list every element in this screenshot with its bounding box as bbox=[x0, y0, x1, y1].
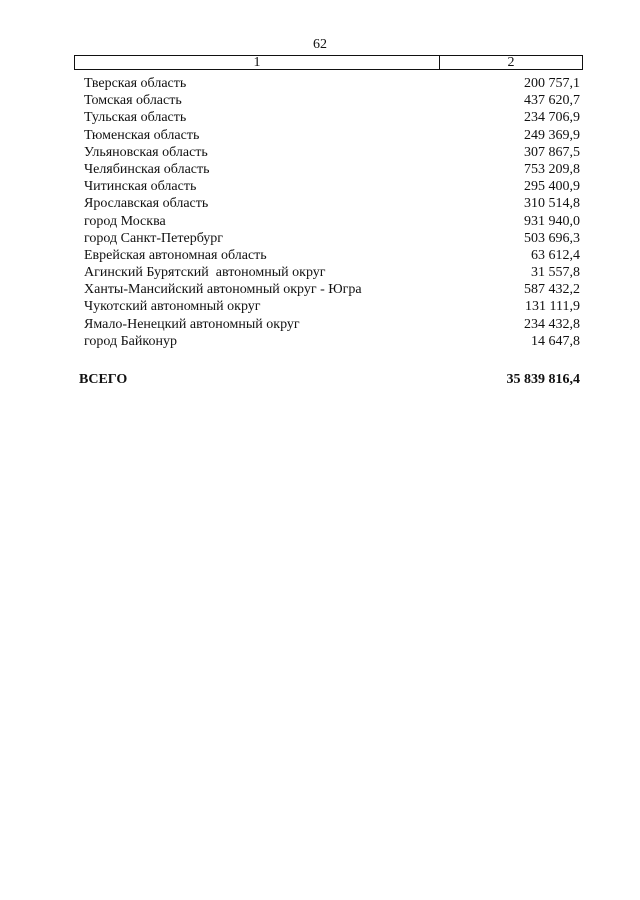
table-header bbox=[74, 55, 583, 70]
region-value: 503 696,3 bbox=[524, 230, 580, 246]
region-value: 31 557,8 bbox=[531, 265, 580, 281]
region-name: Ярославская область bbox=[84, 196, 209, 212]
table-row bbox=[84, 144, 580, 161]
region-name: Читинская область bbox=[84, 179, 197, 195]
table-row bbox=[84, 264, 580, 281]
region-value: 295 400,9 bbox=[524, 179, 580, 195]
page-number: 62 bbox=[313, 37, 327, 52]
region-value: 234 432,8 bbox=[524, 316, 580, 332]
region-value: 753 209,8 bbox=[524, 161, 580, 177]
table-row bbox=[84, 230, 580, 247]
region-name: Ульяновская область bbox=[84, 144, 208, 160]
region-value: 249 369,9 bbox=[524, 127, 580, 143]
region-name: Томская область bbox=[84, 93, 182, 109]
region-name: Тульская область bbox=[84, 110, 187, 126]
region-name: город Байконур bbox=[84, 333, 177, 349]
total-row bbox=[79, 371, 580, 389]
table-row bbox=[84, 333, 580, 350]
region-value: 310 514,8 bbox=[524, 196, 580, 212]
region-value: 931 940,0 bbox=[524, 213, 580, 229]
table-body bbox=[84, 75, 580, 350]
total-label: ВСЕГО bbox=[79, 372, 128, 387]
table-row bbox=[84, 92, 580, 109]
region-name: Агинский Бурятский автономный округ bbox=[84, 265, 326, 281]
region-value: 307 867,5 bbox=[524, 144, 580, 160]
region-name: Чукотский автономный округ bbox=[84, 299, 261, 315]
table-row bbox=[84, 298, 580, 315]
table-row bbox=[84, 109, 580, 126]
region-name: Тверская область bbox=[84, 76, 187, 91]
table-row bbox=[84, 178, 580, 195]
region-value: 131 111,9 bbox=[525, 299, 580, 315]
region-name: Челябинская область bbox=[84, 161, 210, 177]
region-value: 437 620,7 bbox=[524, 93, 580, 109]
region-name: город Москва bbox=[84, 213, 166, 229]
table-row bbox=[84, 161, 580, 178]
region-name: город Санкт-Петербург bbox=[84, 230, 224, 246]
column-header-1: 1 bbox=[75, 56, 440, 69]
table-row bbox=[84, 195, 580, 212]
region-value: 63 612,4 bbox=[531, 247, 580, 263]
table-row bbox=[84, 213, 580, 230]
table-row bbox=[84, 281, 580, 298]
table-row bbox=[84, 75, 580, 92]
region-value: 234 706,9 bbox=[524, 110, 580, 126]
table-row bbox=[84, 127, 580, 144]
region-value: 14 647,8 bbox=[531, 333, 580, 349]
region-name: Ямало-Ненецкий автономный округ bbox=[84, 316, 300, 332]
table-row bbox=[84, 316, 580, 333]
total-value: 35 839 816,4 bbox=[506, 372, 580, 387]
region-name: Тюменская область bbox=[84, 127, 200, 143]
region-value: 587 432,2 bbox=[524, 282, 580, 298]
region-value: 200 757,1 bbox=[524, 76, 580, 91]
region-name: Ханты-Мансийский автономный округ - Югра bbox=[84, 282, 362, 298]
column-header-2: 2 bbox=[507, 55, 515, 70]
region-name: Еврейская автономная область bbox=[84, 247, 267, 263]
table-row bbox=[84, 247, 580, 264]
